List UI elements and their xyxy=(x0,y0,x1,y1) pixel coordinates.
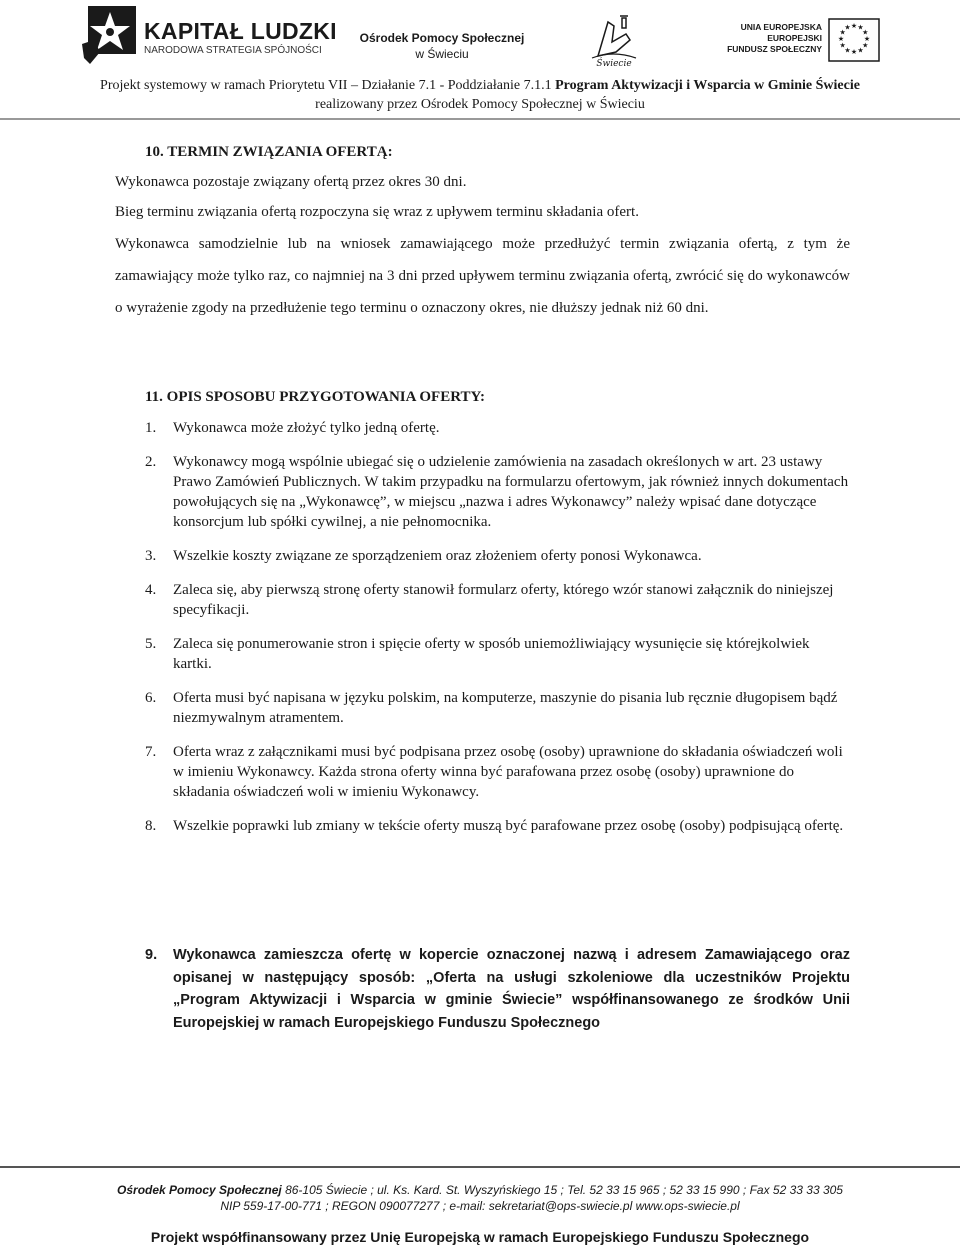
footer-address-line xyxy=(0,1182,960,1198)
footer-divider xyxy=(0,1166,960,1168)
section-10-paragraph-2: Bieg terminu związania ofertą rozpoczyna się wraz z upływem terminu składania ofert. xyxy=(115,204,639,220)
list-item-text: Zaleca się ponumerowanie stron i spięcie oferty w sposób uniemożliwiający wysunięcie się którejkolwiek kartki. xyxy=(173,636,810,672)
list-item-text: Wykonawca zamieszcza ofertę w kopercie oznaczonej nazwą i adresem Zamawiającego oraz opisanej w następujący sposób: „Oferta na usługi szkoleniowe dla uczestników Projektu „Program Aktywizacji i Wsparcia w gminie Świecie” współfinansowanego ze środków Unii Europejskiej w ramach Europejskiego Funduszu Społecznego xyxy=(173,947,850,1031)
list-item-number: 7. xyxy=(145,744,157,760)
project-line-2: realizowany przez Ośrodek Pomocy Społecznej w Świeciu xyxy=(315,97,645,112)
svg-text:★: ★ xyxy=(844,23,851,32)
svg-text:★: ★ xyxy=(857,23,864,32)
list-item xyxy=(145,816,850,836)
ops-logo-text: Świecie xyxy=(596,59,632,68)
list-item-text: Wykonawca może złożyć tylko jedną ofertę. xyxy=(173,420,440,436)
list-item-number: 4. xyxy=(145,582,157,598)
kapital-ludzki-subtitle: NARODOWA STRATEGIA SPÓJNOŚCI xyxy=(144,45,322,56)
section-10-paragraph-3: Wykonawca samodzielnie lub na wniosek zamawiającego może przedłużyć termin związania ofertą, z tym że zamawiający może tylko raz, co najmniej na 3 dni przed upływem terminu związania ofertą, zwrócić się do wykonawców o wyrażenie zgody na przedłużenie tego terminu o oznaczony okres, nie dłuższy jednak niż 60 dni. xyxy=(115,236,850,316)
svg-text:★: ★ xyxy=(850,48,858,56)
ops-city-line: w Świeciu xyxy=(415,47,469,61)
ops-name-line: Ośrodek Pomocy Społecznej xyxy=(359,31,525,45)
svg-text:★: ★ xyxy=(862,41,869,50)
svg-text:★: ★ xyxy=(850,22,858,30)
project-line-1-bold: Program Aktywizacji i Wsparcia w Gminie Świecie xyxy=(555,78,860,93)
list-item-text: Wykonawcy mogą wspólnie ubiegać się o udzielenie zamówienia na zasadach określonych w art. 23 ustawy Prawo Zamówień Publicznych. W takim przypadku na formularzu ofertowym, jak również innych dokumentach powołujących się na „Wykonawcę”, w miejscu „nazwa i adres Wykonawcy” należy wpisać dane dotyczące konsorcjum lub spółki cywilnej, a nie pełnomocnika. xyxy=(173,454,849,530)
section-10 xyxy=(115,140,850,324)
list-item xyxy=(145,634,850,674)
kapital-ludzki-title: KAPITAŁ LUDZKI xyxy=(144,18,337,44)
section-11-item-9 xyxy=(145,944,850,1034)
list-item-number: 2. xyxy=(145,454,157,470)
list-item-number: 9. xyxy=(145,947,158,963)
kapital-ludzki-logo xyxy=(80,4,337,66)
section-11 xyxy=(145,386,850,850)
header-divider xyxy=(0,118,960,120)
kapital-ludzki-star-icon xyxy=(80,4,140,66)
list-item-text: Wszelkie koszty związane ze sporządzeniem oraz złożeniem oferty ponosi Wykonawca. xyxy=(173,548,702,564)
list-item-number: 1. xyxy=(145,420,157,436)
svg-text:★: ★ xyxy=(863,35,871,43)
footer-address: 86-105 Świecie ; ul. Ks. Kard. St. Wyszyńskiego 15 ; Tel. 52 33 15 965 ; 52 33 15 990 ; Fax 52 33 33 305 xyxy=(281,1183,843,1197)
list-item xyxy=(145,452,850,532)
ops-name xyxy=(352,30,532,62)
list-item xyxy=(145,546,850,566)
list-item xyxy=(145,688,850,728)
section-11-heading: 11. OPIS SPOSOBU PRZYGOTOWANIA OFERTY: xyxy=(145,389,485,405)
footer-org-name: Ośrodek Pomocy Społecznej xyxy=(117,1183,282,1197)
svg-text:★: ★ xyxy=(839,41,846,50)
list-item xyxy=(145,580,850,620)
swiecie-crest-icon xyxy=(578,12,648,68)
svg-text:★: ★ xyxy=(839,28,846,37)
list-item-number: 3. xyxy=(145,548,157,564)
ue-text xyxy=(727,22,822,55)
list-item xyxy=(145,418,850,438)
list-item-number: 5. xyxy=(145,636,157,652)
project-line-1 xyxy=(0,78,960,94)
list-item-text: Oferta wraz z załącznikami musi być podpisana przez osobę (osoby) uprawnione do składania oświadczeń woli w imieniu Wykonawcy. Każda strona oferty winna być parafowana przez osobę (osoby) uprawnione do składania oświadczeń woli w imieniu Wykonawcy. xyxy=(173,744,843,800)
ue-line-3: FUNDUSZ SPOŁECZNY xyxy=(727,44,822,54)
list-item-number: 6. xyxy=(145,690,157,706)
svg-text:★: ★ xyxy=(837,35,845,43)
list-item-text: Zaleca się, aby pierwszą stronę oferty stanowił formularz oferty, którego wzór stanowi załącznik do niniejszej specyfikacji. xyxy=(173,582,834,618)
svg-text:★: ★ xyxy=(862,28,869,37)
footer-cofinancing-line: Projekt współfinansowany przez Unię Europejską w ramach Europejskiego Funduszu Społecznego xyxy=(150,1229,810,1245)
section-10-paragraph-1: Wykonawca pozostaje związany ofertą przez okres 30 dni. xyxy=(115,174,467,190)
svg-text:★: ★ xyxy=(857,46,864,55)
svg-text:★: ★ xyxy=(844,46,851,55)
list-item xyxy=(145,742,850,802)
page-footer xyxy=(0,1166,960,1246)
ue-line-2: EUROPEJSKI xyxy=(767,33,822,43)
ue-logo xyxy=(708,18,880,64)
ue-line-1: UNIA EUROPEJSKA xyxy=(740,22,822,32)
section-10-heading: 10. TERMIN ZWIĄZANIA OFERTĄ: xyxy=(145,144,393,160)
list-item-text: Oferta musi być napisana w języku polskim, na komputerze, maszynie do pisania lub ręcznie długopisem bądź niezmywalnym atramentem. xyxy=(173,690,838,726)
eu-flag-icon xyxy=(828,18,880,62)
project-line-1-plain: Projekt systemowy w ramach Priorytetu VII – Działanie 7.1 - Poddziałanie 7.1.1 xyxy=(100,78,556,93)
footer-registry-line: NIP 559-17-00-771 ; REGON 090077277 ; e-mail: sekretariat@ops-swiecie.pl www.ops-swiecie.pl xyxy=(220,1199,740,1213)
page-header xyxy=(0,0,960,122)
list-item-number: 8. xyxy=(145,818,157,834)
list-item-text: Wszelkie poprawki lub zmiany w tekście oferty muszą być parafowane przez osobę (osoby) podpisującą ofertę. xyxy=(173,818,844,834)
